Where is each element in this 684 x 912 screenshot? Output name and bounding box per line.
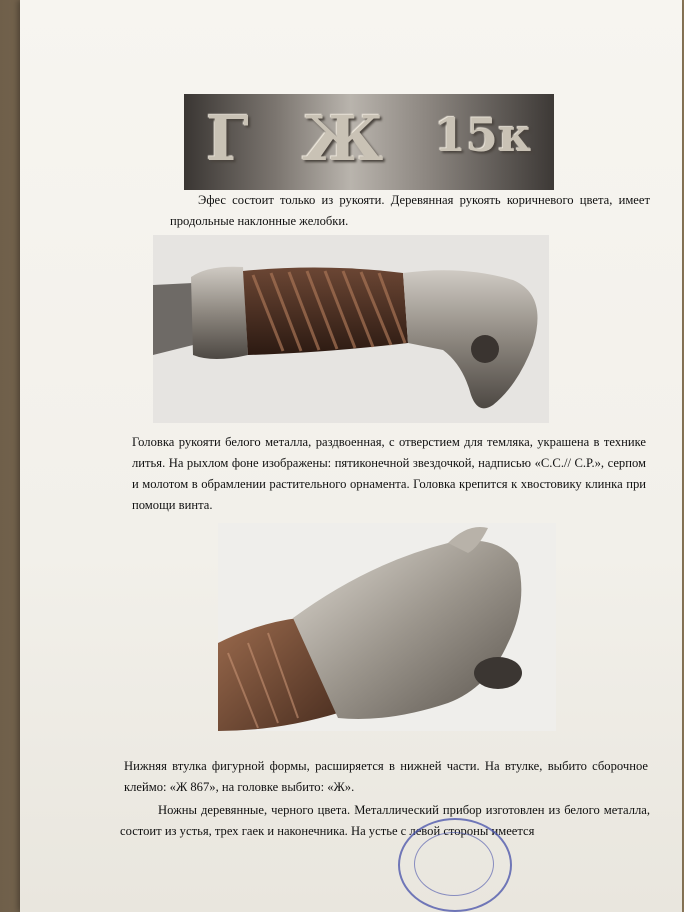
paragraph-pommel: Головка рукояти белого металла, раздвоенная, с отверстием для темляка, украшена в технике литья. На рыхлом фоне изображены: пятиконечной звездочкой, надписью «С.С.// С.Р.», серпом и молотом в обрамлении растительного орнамента. Головка крепится к хвостовику клинка при помощи винта. — [132, 435, 646, 512]
paragraph-sleeve: Нижняя втулка фигурной формы, расширяется в нижней части. На втулке, выбито сборочное клеймо: «Ж 867», на головке выбито: «Ж». — [124, 759, 648, 794]
mark-letter-3: 15к — [434, 108, 532, 162]
hilt-illustration — [153, 235, 549, 423]
official-seal — [398, 818, 512, 912]
mark-letter-2: Ж — [302, 102, 384, 175]
paragraph-scabbard: Ножны деревянные, черного цвета. Металлический прибор изготовлен из белого металла, состоит из устья, трех гаек и наконечника. На устье с левой стороны имеется — [120, 803, 650, 838]
stamped-marks-photo — [184, 94, 554, 190]
pommel-illustration — [218, 523, 556, 731]
seal-inner-ring — [414, 832, 494, 896]
pommel-photo — [218, 523, 556, 731]
mark-letter-1: Г — [206, 102, 249, 175]
document-page — [20, 0, 682, 912]
paragraph-hilt: Эфес состоит только из рукояти. Деревянная рукоять коричневого цвета, имеет продольные наклонные желобки. — [170, 193, 650, 228]
hilt-photo — [153, 235, 549, 423]
